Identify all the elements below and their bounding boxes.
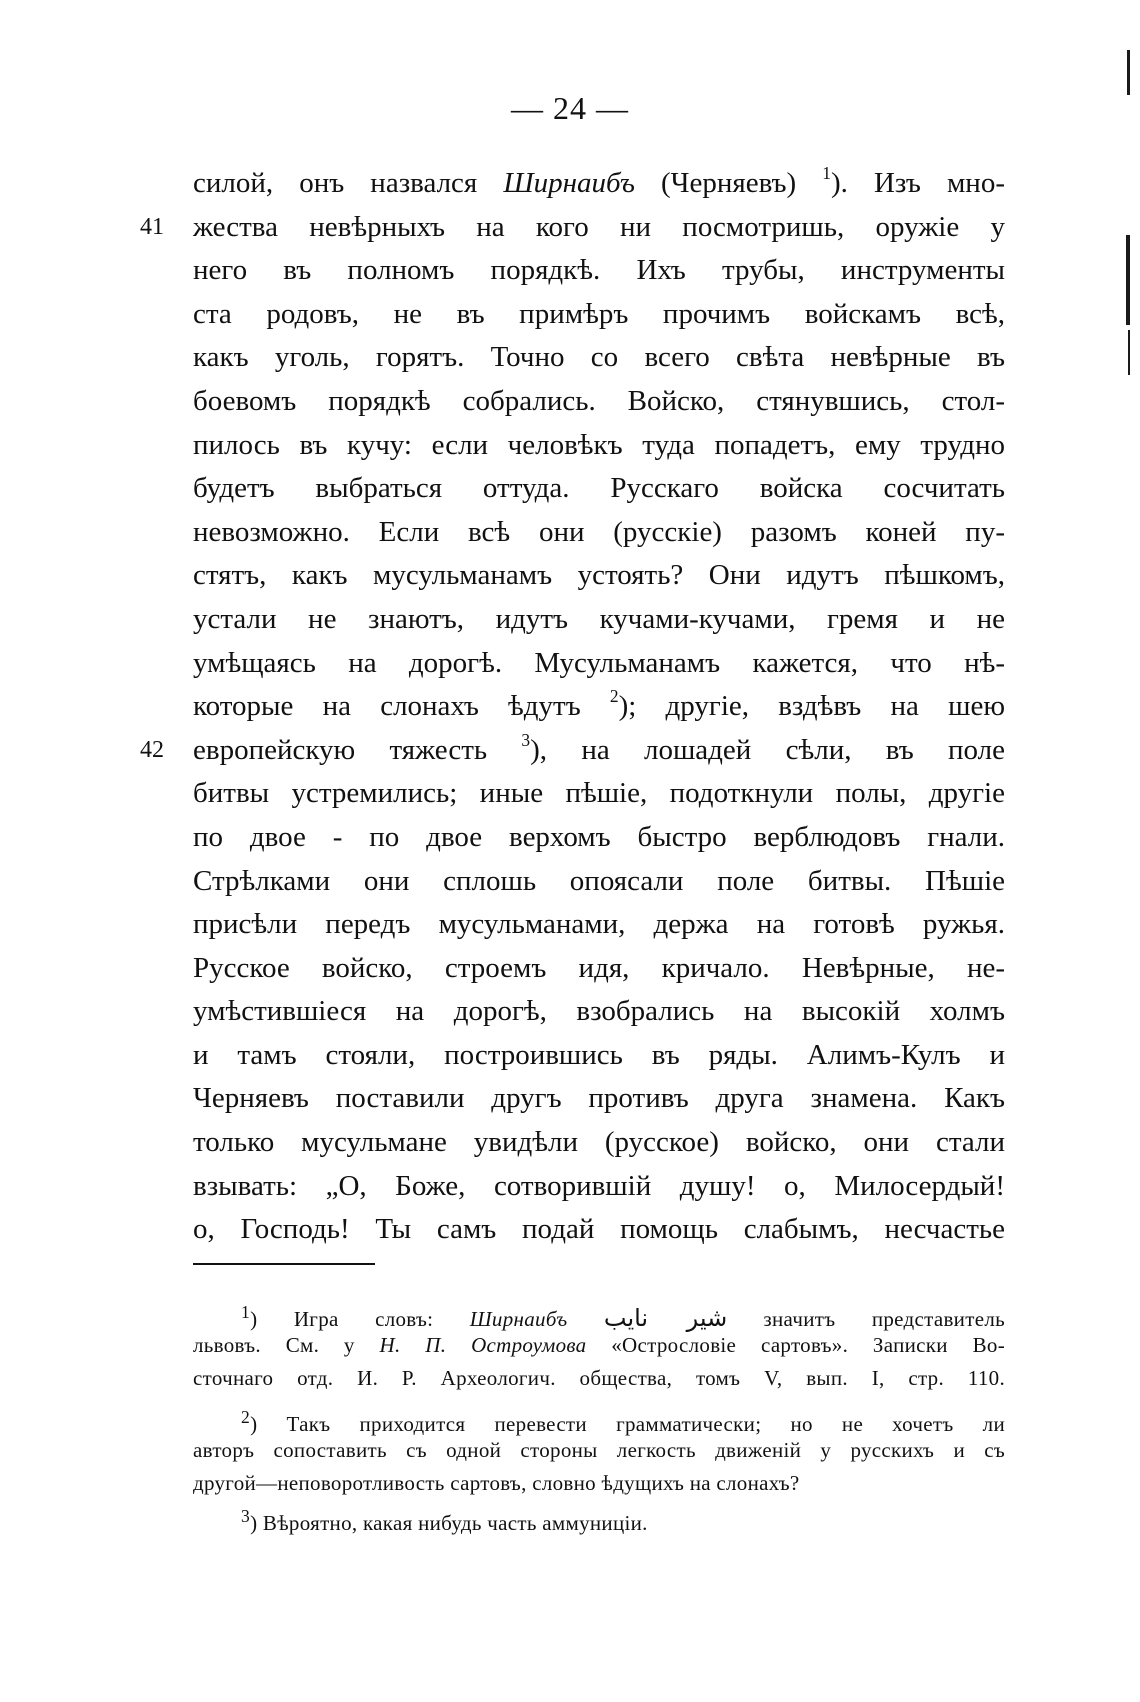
- scan-edge-mark: [1126, 235, 1130, 325]
- text-line: устали не знаютъ, идутъ кучами-кучами, гремя и не: [193, 602, 1005, 635]
- text-line: которые на слонахъ ѣдутъ $^2$); другіе, вздѣвъ на шею: [193, 686, 1005, 723]
- text-line: какъ уголь, горятъ. Точно со всего свѣта невѣрные въ: [193, 341, 1005, 374]
- footnote-ref: 3: [521, 729, 531, 750]
- footnote-ref: 2: [609, 686, 619, 707]
- text-line: стятъ, какъ мусульманамъ устоять? Они идутъ пѣшкомъ,: [193, 559, 1005, 592]
- text-line: ста родовъ, не въ примѣръ прочимъ войскамъ всѣ,: [193, 297, 1005, 330]
- text-line: жества невѣрныхъ на кого ни посмотришь, оружіе у: [193, 210, 1005, 243]
- footnote-1-line: $^1$) Игра словъ: Ширнаибъ شير نايب значитъ представитель: [241, 1302, 1005, 1332]
- margin-number: 41: [140, 213, 164, 240]
- text-line: будетъ выбраться оттуда. Русскаго войска сосчитать: [193, 472, 1005, 505]
- text-line: умѣщаясь на дорогѣ. Мусульманамъ кажется, что нѣ-: [193, 646, 1005, 679]
- footnote-mark: 1: [241, 1302, 251, 1322]
- footnote-mark: 3: [241, 1506, 251, 1526]
- arabic-word: شير نايب: [603, 1304, 728, 1332]
- italic-name: Ширнаибъ: [503, 167, 635, 199]
- text-line: Черняевъ поставили другъ противъ друга знамена. Какъ: [193, 1082, 1005, 1115]
- footnotes: [193, 1296, 1005, 1533]
- footnote-2-line: $^2$) Такъ приходится перевести грамматически; но не хочетъ ли: [241, 1407, 1005, 1436]
- text-line: умѣстившіеся на дорогѣ, взобрались на высокій холмъ: [193, 995, 1005, 1028]
- footnote-divider: [193, 1263, 375, 1265]
- text-line: и тамъ стояли, построившись въ ряды. Алимъ-Кулъ и: [193, 1038, 1005, 1071]
- scan-edge-mark: [1128, 330, 1130, 375]
- text-line: взывать: „О, Боже, сотворившій душу! о, Милосердый!: [193, 1169, 1005, 1202]
- text-line: боевомъ порядкѣ собрались. Войско, стянувшись, стол-: [193, 384, 1005, 417]
- text-line: Стрѣлками они сплошь опоясали поле битвы. Пѣшіе: [193, 864, 1005, 897]
- page-number: — 24 —: [511, 90, 629, 126]
- text-line: невозможно. Если всѣ они (русскіе) разомъ коней пу-: [193, 515, 1005, 548]
- footnote-mark: 2: [241, 1407, 251, 1427]
- text-line: силой, онъ назвался Ширнаибъ (Черняевъ) $^1$). Изъ мно-: [193, 162, 1005, 199]
- text-line: присѣли передъ мусульманами, держа на готовѣ ружья.: [193, 908, 1005, 941]
- main-text: [193, 162, 1005, 1252]
- scan-edge-mark: [1127, 50, 1130, 95]
- text-line: только мусульмане увидѣли (русское) войско, они стали: [193, 1126, 1005, 1159]
- footnote-2-line: другой—неповоротливость сартовъ, словно ѣдущихъ на слонахъ?: [193, 1471, 800, 1495]
- text-line: пилось въ кучу: если человѣкъ туда попадетъ, ему трудно: [193, 428, 1005, 461]
- text-line: по двое - по двое верхомъ быстро верблюдовъ гнали.: [193, 820, 1005, 853]
- text-line: европейскую тяжесть $^3$), на лошадей сѣли, въ поле: [193, 729, 1005, 766]
- text-line: него въ полномъ порядкѣ. Ихъ трубы, инструменты: [193, 254, 1005, 287]
- footnote-1-line: львовъ. См. у Н. П. Остроумова «Острословіе сартовъ». Записки Во-: [193, 1333, 1006, 1357]
- text-line: битвы устремились; иные пѣшіе, подоткнули полы, другіе: [193, 777, 1005, 810]
- text-line: Русское войско, строемъ идя, кричало. Невѣрные, не-: [193, 951, 1005, 984]
- text-line: о, Господь! Ты самъ подай помощь слабымъ, несчастье: [193, 1213, 1005, 1246]
- footnote-3-line: $^3$) Вѣроятно, какая нибудь часть аммуниціи.: [241, 1506, 648, 1535]
- footnote-ref: 1: [822, 162, 831, 183]
- footnote-2-line: авторъ сопоставить съ одной стороны легкость движеній у русскихъ и съ: [193, 1438, 1005, 1462]
- footnote-1-line: сточнаго отд. И. Р. Археологич. общества, томъ V, вып. I, стр. 110.: [193, 1366, 1005, 1390]
- margin-number: 42: [140, 736, 164, 763]
